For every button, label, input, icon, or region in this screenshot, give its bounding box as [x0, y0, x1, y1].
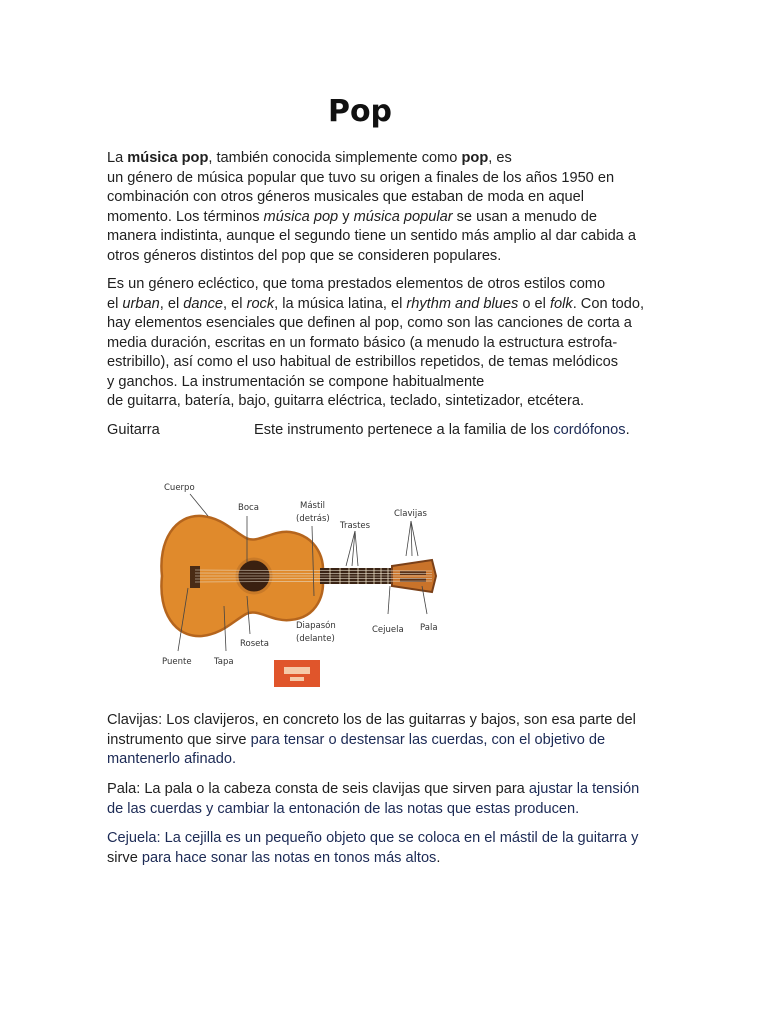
italic-term: dance — [183, 295, 224, 312]
label-mastil: Mástil — [300, 501, 326, 511]
label-diapason-delante: (delante) — [296, 634, 335, 644]
text: manera indistinta, aunque el segundo tiene un sentido más amplio al dar cabida a — [107, 228, 636, 244]
text-link: para tensar o destensar las cuerdas, con el objetivo de — [250, 731, 606, 748]
publisher-logo-mark — [284, 667, 310, 674]
italic-term: rhythm and blues — [406, 295, 519, 312]
text: La — [107, 150, 128, 166]
label-trastes: Trastes — [340, 521, 371, 531]
paragraph-pala — [107, 780, 667, 819]
italic-term: música pop — [263, 208, 339, 225]
text: . — [436, 849, 441, 866]
text: combinación con otros géneros musicales que estaban de moda en aquel — [107, 189, 585, 205]
text-link: de las cuerdas y cambiar la entonación de las notas que estas producen. — [107, 800, 580, 817]
italic-term: urban — [122, 295, 160, 312]
guitar-diagram — [150, 466, 450, 691]
publisher-logo-mark — [290, 677, 304, 681]
instrument-description — [254, 421, 630, 441]
italic-term: rock — [246, 295, 275, 312]
guitar-bridge — [190, 566, 200, 588]
label-pala: Pala — [420, 623, 438, 633]
text: . Con todo, — [572, 295, 645, 312]
text: , también conocida simplemente como — [208, 150, 462, 166]
text: otros géneros distintos del pop que se consideren populares. — [107, 247, 502, 264]
text: Es un género ecléctico, que toma prestados elementos de otros estilos como — [107, 276, 606, 292]
text: y — [338, 208, 354, 225]
paragraph-eclectic — [107, 275, 667, 412]
label-diapason: Diapasón — [296, 621, 336, 631]
headstock-slot — [400, 571, 426, 575]
cordofonos-link[interactable]: cordófonos — [553, 422, 626, 438]
guitar-diagram-svg — [150, 466, 450, 691]
text: Este instrumento pertenece a la familia de los — [254, 422, 554, 438]
text: hay elementos esenciales que definen al pop, como son las canciones de corta a — [107, 315, 632, 331]
text: sirve — [107, 849, 142, 866]
text: Pala: La pala o la cabeza consta de seis clavijas que sirven para — [107, 781, 529, 797]
label-boca: Boca — [238, 503, 259, 513]
label-cuerpo: Cuerpo — [164, 483, 195, 493]
paragraph-cejuela — [107, 829, 667, 868]
label-mastil-detras: (detrás) — [296, 514, 330, 524]
text: y ganchos. La instrumentación se compone habitualmente — [107, 373, 485, 390]
text: , la música latina, el — [274, 295, 407, 312]
term-pop: pop — [461, 150, 489, 166]
text: momento. Los términos — [107, 208, 264, 225]
paragraph-intro — [107, 149, 667, 266]
text: instrumento que sirve — [107, 731, 251, 748]
text-link: mantenerlo afinado. — [107, 751, 236, 767]
label-roseta: Roseta — [240, 639, 269, 649]
text: estribillo), así como el uso habitual de estribillos repetidos, de temas melódicos — [107, 354, 619, 370]
text: Clavijas: Los clavijeros, en concreto los de las guitarras y bajos, son esa parte del — [107, 712, 636, 728]
text: , el — [159, 295, 184, 312]
text-link: ajustar la tensión — [528, 781, 640, 797]
text: , el — [223, 295, 247, 312]
page-title: Pop — [327, 94, 393, 129]
italic-term: música popular — [353, 208, 453, 225]
label-cejuela: Cejuela — [372, 625, 404, 635]
text: de guitarra, batería, bajo, guitarra eléctrica, teclado, sintetizador, etcétera. — [107, 393, 584, 409]
text: se usan a menudo de — [452, 208, 597, 225]
text: . — [625, 422, 630, 438]
text: el — [107, 295, 123, 312]
text: media duración, escritas en un formato básico (a menudo la estructura estrofa- — [107, 334, 618, 351]
text: , es — [488, 150, 512, 166]
label-puente: Puente — [162, 657, 192, 667]
instrument-label: Guitarra — [107, 422, 160, 438]
label-tapa: Tapa — [214, 657, 234, 667]
label-clavijas: Clavijas — [394, 509, 427, 519]
text: o el — [518, 295, 550, 312]
text: un género de música popular que tuvo su origen a finales de los años 1950 en — [107, 169, 615, 186]
italic-term: folk — [549, 295, 573, 312]
term-musica-pop: música pop — [127, 150, 209, 166]
paragraph-clavijas — [107, 711, 667, 770]
text-link: para hace sonar las notas en tonos más altos — [141, 849, 437, 866]
text: Cejuela: La cejilla es un pequeño objeto que se coloca en el mástil de la guitarra y — [107, 830, 639, 846]
